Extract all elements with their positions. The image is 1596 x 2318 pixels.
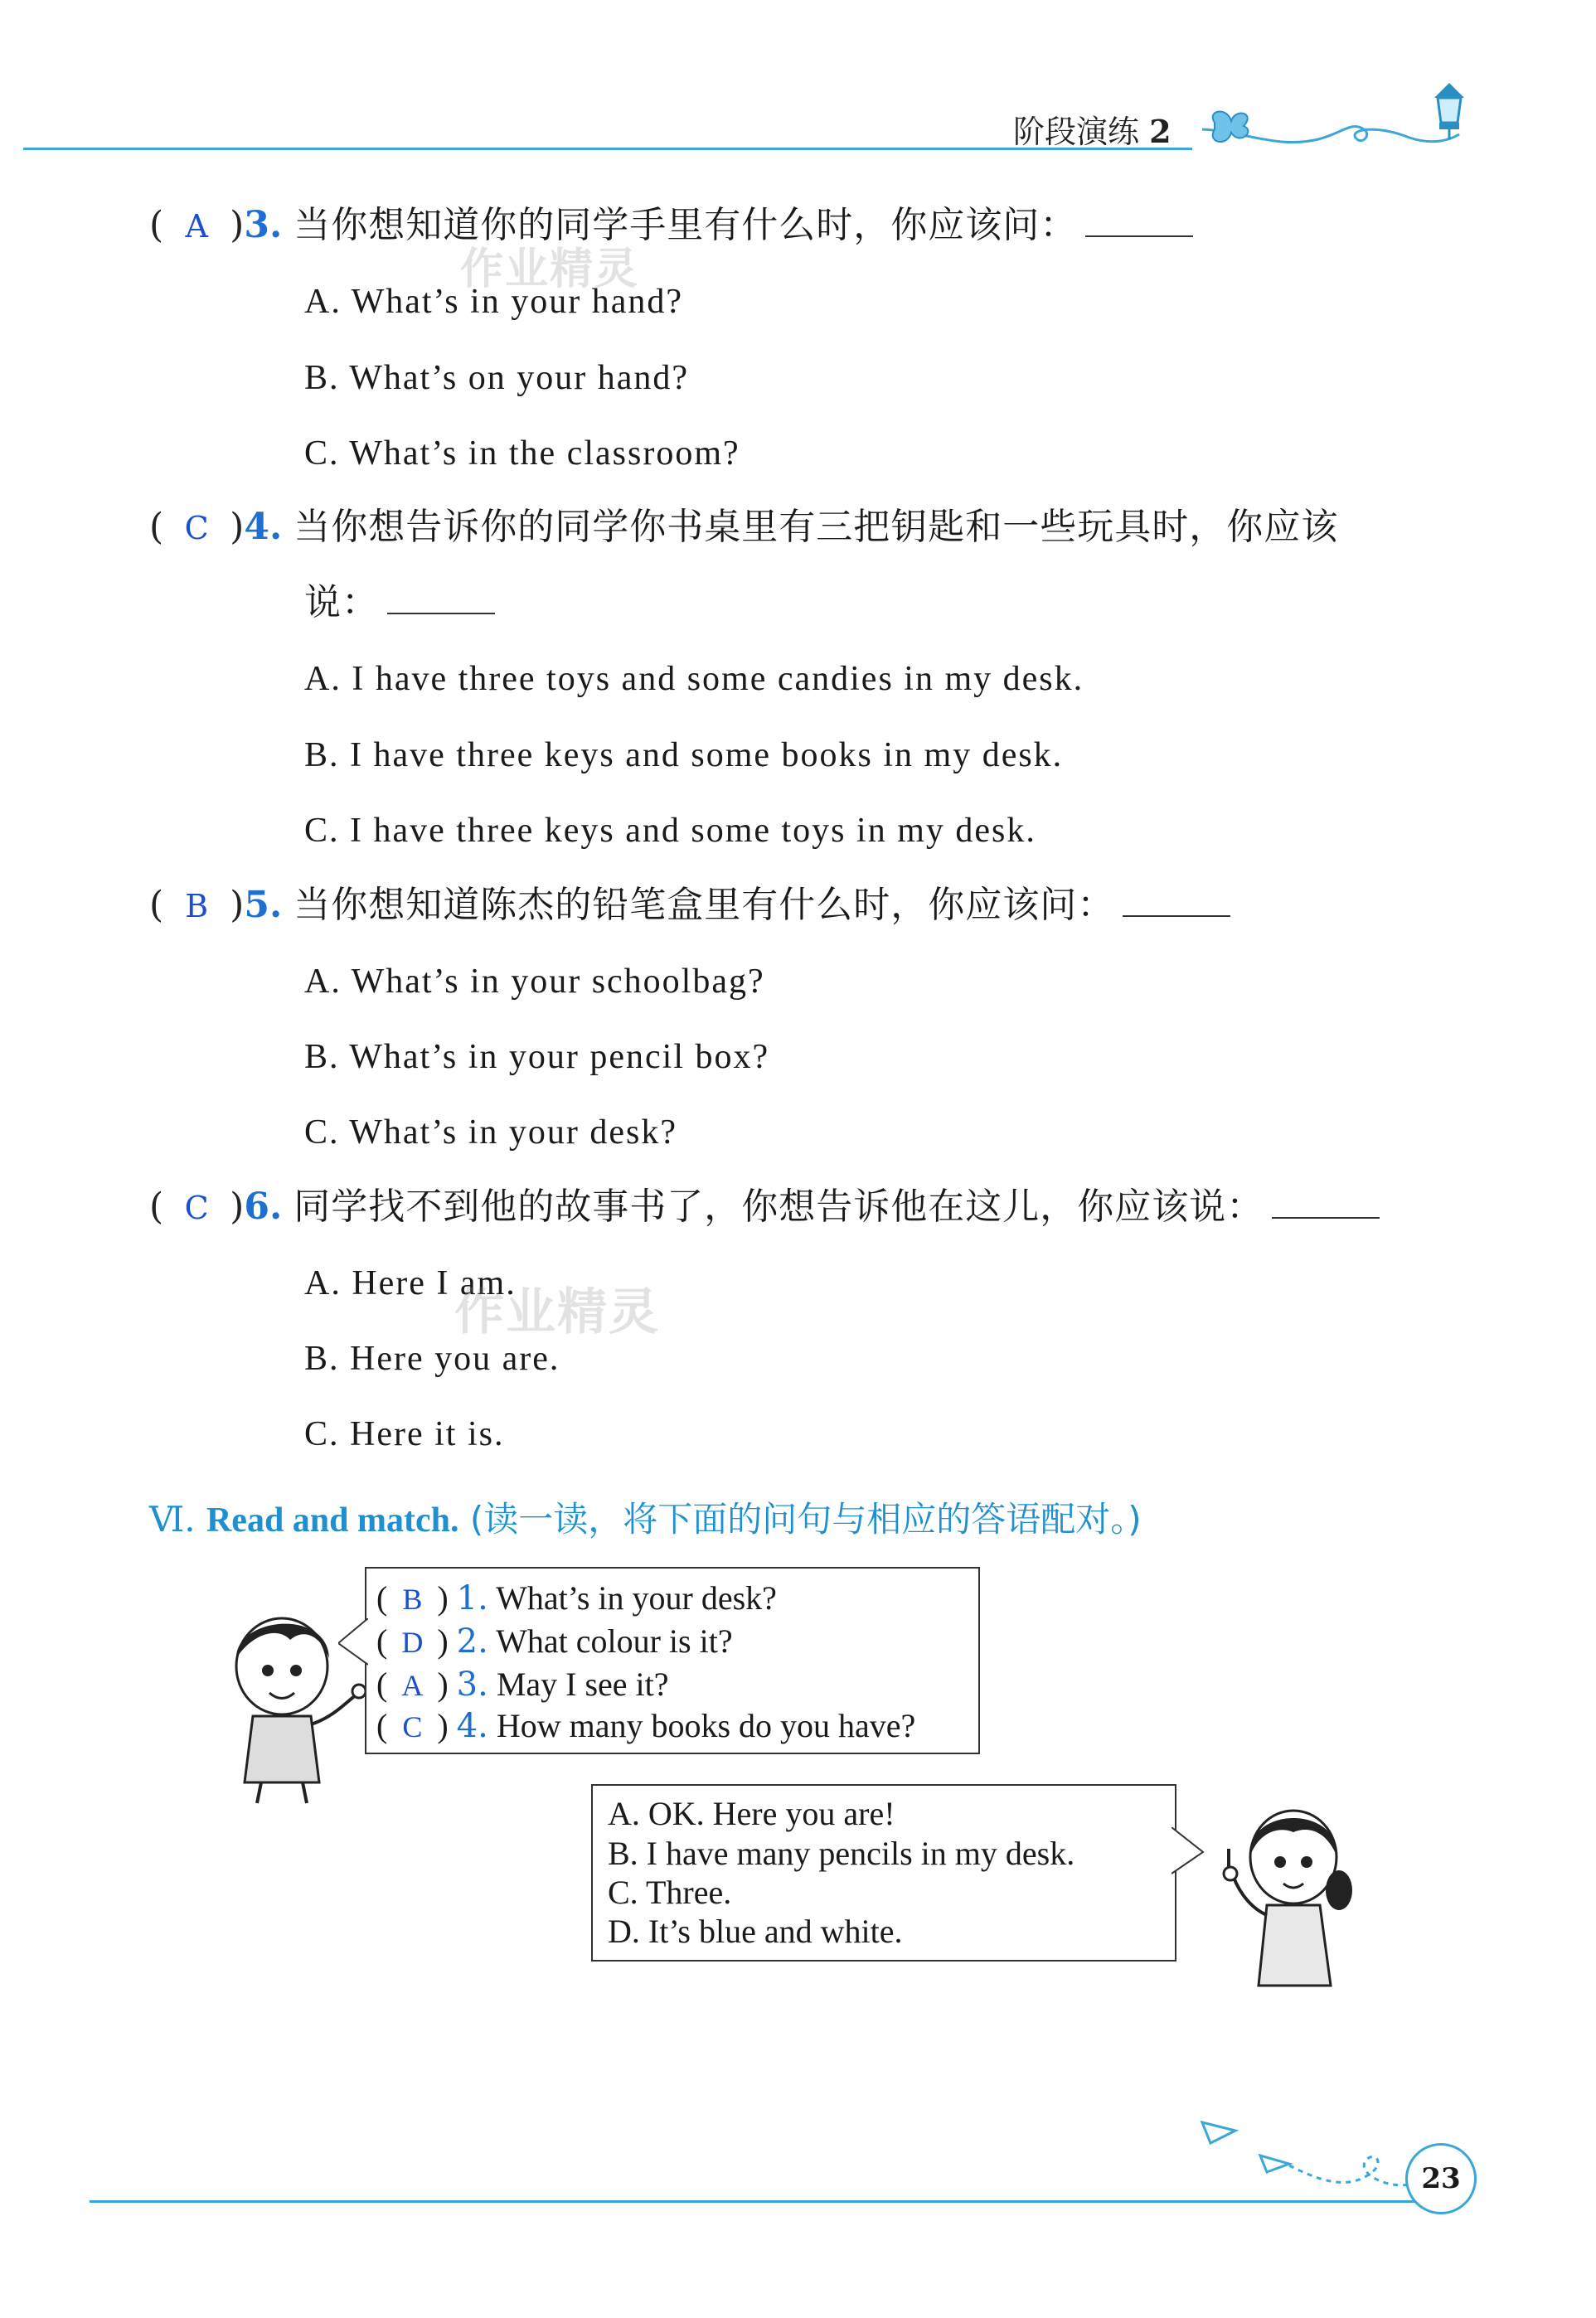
match-answer-option: D. It’s blue and white. xyxy=(608,1913,903,1950)
match-question-number: 1. xyxy=(456,1579,488,1617)
question-answer: C xyxy=(184,1190,209,1226)
question-4-continuation xyxy=(304,581,495,623)
question-prompt: 当你想知道你的同学手里有什么时，你应该问： xyxy=(293,204,1078,246)
page-header-title xyxy=(1013,106,1172,152)
option-b: B. What’s in your pencil box? xyxy=(304,1038,770,1076)
match-questions-box xyxy=(365,1567,980,1754)
match-question-text: How many books do you have? xyxy=(496,1707,916,1744)
question-prompt: 当你想知道陈杰的铅笔盒里有什么时，你应该问： xyxy=(293,884,1115,926)
option-a: A. What’s in your schoolbag? xyxy=(304,963,765,1001)
question-answer: A xyxy=(185,208,208,245)
match-question-number: 3. xyxy=(456,1666,488,1704)
answer-blank xyxy=(387,588,495,614)
section-title xyxy=(149,1492,1142,1542)
header-title-text: 阶段演练 xyxy=(1013,114,1140,150)
match-question-row: ( C ) 4. How many books do you have? xyxy=(376,1707,916,1745)
question-answer: B xyxy=(185,888,209,924)
option-b: B. What’s on your hand? xyxy=(304,359,689,397)
option-a: A. I have three toys and some candies in my desk. xyxy=(304,660,1084,698)
match-question-text: What colour is it? xyxy=(496,1622,733,1660)
match-question-row: ( D ) 2. What colour is it? xyxy=(376,1622,733,1661)
match-answer: B xyxy=(402,1583,423,1616)
match-answer: C xyxy=(402,1710,423,1743)
match-question-text: May I see it? xyxy=(496,1666,669,1703)
watermark: 作业精灵 xyxy=(460,245,640,294)
option-c: C. I have three keys and some toys in my desk. xyxy=(304,812,1036,850)
option-c: C. What’s in your desk? xyxy=(304,1113,678,1152)
answer-blank xyxy=(1085,211,1193,237)
question-number: 3. xyxy=(244,204,283,246)
watermark: 作业精灵 xyxy=(454,1283,660,1341)
question-number: 4. xyxy=(244,506,283,548)
question-6: ( C )6. 同学找不到他的故事书了，你想告诉他在这儿，你应该说： xyxy=(149,1189,1380,1225)
question-prompt-continuation: 说： xyxy=(304,581,379,623)
section-title-en: Read and match. xyxy=(206,1501,459,1540)
match-question-text: What’s in your desk? xyxy=(496,1579,777,1617)
option-b: B. I have three keys and some books in my desk. xyxy=(304,736,1064,774)
match-question-row: ( A ) 3. May I see it? xyxy=(376,1666,669,1704)
paper-plane-decoration-icon xyxy=(1186,2106,1418,2197)
footer-rule xyxy=(90,2200,1416,2203)
match-question-number: 4. xyxy=(456,1707,488,1745)
match-answers-box xyxy=(591,1784,1176,1962)
option-a: A. What’s in your hand? xyxy=(304,283,683,321)
question-number: 6. xyxy=(244,1186,283,1228)
question-answer: C xyxy=(184,510,209,546)
section-title-zh: (读一读，将下面的问句与相应的答语配对。) xyxy=(469,1499,1142,1540)
speech-bubble-tail-icon xyxy=(1172,1827,1205,1877)
question-3: ( A )3. 当你想知道你的同学手里有什么时，你应该问： xyxy=(149,207,1193,244)
option-c: C. Here it is. xyxy=(304,1415,505,1453)
question-prompt: 同学找不到他的故事书了，你想告诉他在这儿，你应该说： xyxy=(293,1186,1264,1228)
option-c: C. What’s in the classroom? xyxy=(304,434,740,473)
option-a: A. Here I am. xyxy=(304,1264,517,1302)
answer-blank xyxy=(1272,1192,1380,1219)
match-answer-option: C. Three. xyxy=(608,1874,732,1911)
question-4: ( C )4. 当你想告诉你的同学你书桌里有三把钥匙和一些玩具时，你应该 xyxy=(149,506,1339,548)
match-answer: A xyxy=(401,1669,424,1702)
match-question-row: ( B ) 1. What’s in your desk? xyxy=(376,1579,777,1617)
question-number: 5. xyxy=(244,884,283,926)
section-roman: Ⅵ. xyxy=(149,1499,196,1540)
question-prompt: 当你想告诉你的同学你书桌里有三把钥匙和一些玩具时，你应该 xyxy=(293,506,1339,548)
butterfly-lamp-decoration-icon xyxy=(1186,73,1467,164)
header-title-number: 2 xyxy=(1149,113,1172,150)
match-answer-option: A. OK. Here you are! xyxy=(608,1795,895,1832)
question-5: ( B )5. 当你想知道陈杰的铅笔盒里有什么时，你应该问： xyxy=(149,887,1230,924)
option-b: B. Here you are. xyxy=(304,1340,560,1378)
page-number: 23 xyxy=(1405,2143,1477,2214)
match-question-number: 2. xyxy=(456,1622,488,1661)
match-answer-option: B. I have many pencils in my desk. xyxy=(608,1835,1075,1872)
answer-blank xyxy=(1123,890,1230,917)
match-answer: D xyxy=(401,1626,424,1659)
speech-bubble-tail-icon xyxy=(338,1618,368,1668)
girl-character-icon xyxy=(1210,1791,1368,1998)
